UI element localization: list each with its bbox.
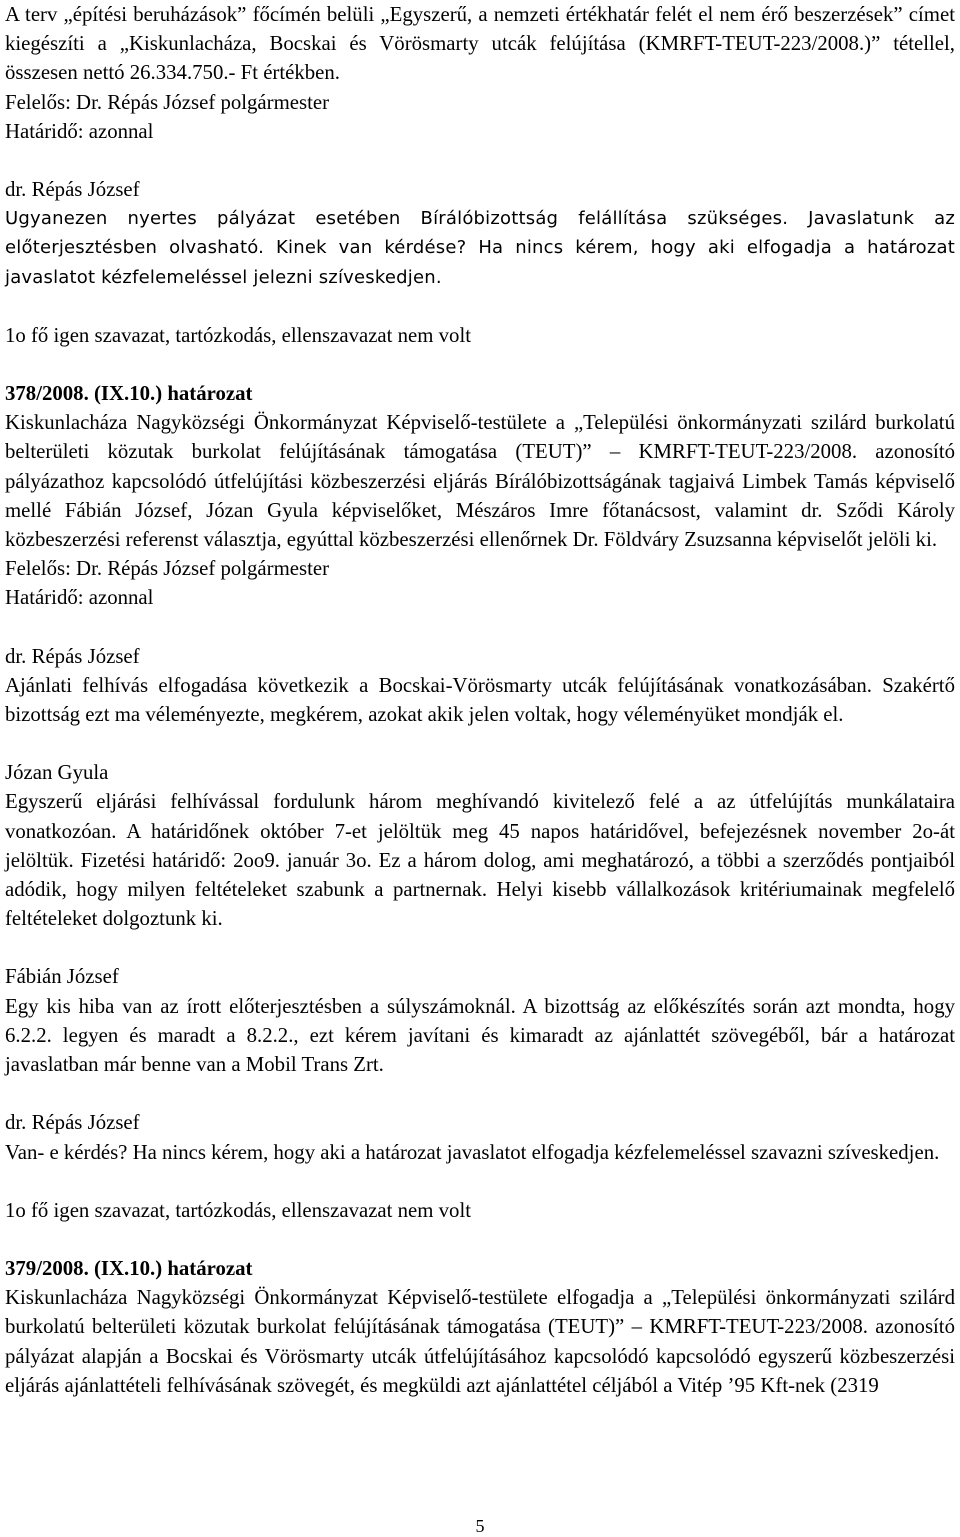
speaker-name: dr. Répás József bbox=[5, 644, 140, 668]
paragraph-resolution-379: Kiskunlacháza Nagyközségi Önkormányzat Képviselő-testülete elfogadja a „Települési önkormányzati szilárd burkolatú belterületi közutak burkolat felújításának támogatása (TEUT)” – KMRFT-TEUT-223/2008. azonosító pályázat alapján a Bocskai és Vörösmarty utcák útfelújításához kapcsolódó kapcsolódó egyszerű közbeszerzési eljárás ajánlattételi felhívásának szövegét, és megküldi azt ajánlattétel céljából a Vitép ’95 Kft-nek (2319 bbox=[5, 1286, 955, 1397]
page-number: 5 bbox=[475, 1516, 485, 1536]
spacer bbox=[5, 1167, 955, 1196]
spacer bbox=[5, 729, 955, 758]
speaker-name: dr. Répás József bbox=[5, 1111, 140, 1135]
spacer bbox=[5, 292, 955, 321]
deadline-line: Határidő: azonnal bbox=[5, 119, 154, 143]
spacer bbox=[5, 1079, 955, 1108]
document-page bbox=[5, 0, 955, 1400]
vote-result: 1o fő igen szavazat, tartózkodás, ellenszavazat nem volt bbox=[5, 323, 472, 347]
paragraph-tender-invitation: Ajánlati felhívás elfogadása következik a Bocskai-Vörösmarty utcák felújításának vonatkozásában. Szakértő bizottság ezt ma véleményezte, megkérem, azokat akik jelen voltak, hogy véleményüket mondják el. bbox=[5, 673, 955, 727]
spacer bbox=[5, 1225, 955, 1254]
resolution-title: 379/2008. (IX.10.) határozat bbox=[5, 1256, 253, 1280]
paragraph-committee-proposal: Ugyanezen nyertes pályázat esetében Bírálóbizottság felállítása szükséges. Javaslatunk az előterjesztésben olvasható. Kinek van kérdése? Ha nincs kérem, hogy aki elfogadja a határozat javaslatot kézfelemeléssel jelezni szíveskedjen. bbox=[5, 208, 955, 288]
spacer bbox=[5, 146, 955, 175]
speaker-name: dr. Répás József bbox=[5, 178, 140, 202]
spacer bbox=[5, 350, 955, 379]
spacer bbox=[5, 613, 955, 642]
paragraph-plan-amendment: A terv „építési beruházások” főcímén belüli „Egyszerű, a nemzeti értékhatár felét el nem érő beszerzések” címet kiegészíti a „Kiskunlacháza, Bocskai és Vörösmarty utcák felújítása (KMRFT-TEUT-223/2008.)” tétellel, összesen nettó 26.334.750.- Ft értékben. bbox=[5, 3, 955, 85]
spacer bbox=[5, 933, 955, 962]
paragraph-vote-request: Van- e kérdés? Ha nincs kérem, hogy aki a határozat javaslatot elfogadja kézfelemeléssel szavazni szíveskedjen. bbox=[5, 1140, 940, 1164]
vote-result: 1o fő igen szavazat, tartózkodás, ellenszavazat nem volt bbox=[5, 1198, 472, 1222]
paragraph-fabian-statement: Egy kis hiba van az írott előterjesztésben a súlyszámoknál. A bizottság az előkészítés során azt mondta, hogy 6.2.2. legyen és maradt a 8.2.2., ezt kérem javítani és kimaradt az ajánlattét szövegéből, bár a határozat javaslatban már benne van a Mobil Trans Zrt. bbox=[5, 994, 955, 1077]
responsible-line: Felelős: Dr. Répás József polgármester bbox=[5, 557, 330, 581]
deadline-line: Határidő: azonnal bbox=[5, 586, 154, 610]
paragraph-resolution-378: Kiskunlacháza Nagyközségi Önkormányzat Képviselő-testülete a „Települési önkormányzati szilárd burkolatú belterületi közutak burkolat felújításának támogatása (TEUT)” – KMRFT-TEUT-223/2008. azonosító pályázathoz kapcsolódó útfelújítási közbeszerzési eljárás Bírálóbizottságának tagjaivá Limbek Tamás képviselő mellé Fábián József, Józan Gyula képviselőket, Mészáros Imre főtanácsost, valamint dr. Sződi Károly közbeszerzési referenst választja, egyúttal közbeszerzési ellenőrnek Dr. Földváry Zsuzsanna képviselőt jelöli ki. bbox=[5, 411, 955, 552]
paragraph-jozan-statement: Egyszerű eljárási felhívással fordulunk három meghívandó kivitelező felé a az útfelújítás munkálataira vonatkozóan. A határidőnek október 7-et jelöltük meg 45 napos határidővel, befejezésnek november 2o-át jelöltük. Fizetési határidő: 2oo9. január 3o. Ez a három dolog, ami meghatározó, a többi a szerződés pontjaiból adódik, hogy milyen feltételeket szabunk a partnernak. Helyi kisebb vállalkozások kritériumainak megfelelő feltételeket dolgoztunk ki. bbox=[5, 790, 955, 931]
speaker-name: Józan Gyula bbox=[5, 761, 109, 785]
speaker-name: Fábián József bbox=[5, 965, 119, 989]
resolution-title: 378/2008. (IX.10.) határozat bbox=[5, 382, 253, 406]
responsible-line: Felelős: Dr. Répás József polgármester bbox=[5, 90, 330, 114]
